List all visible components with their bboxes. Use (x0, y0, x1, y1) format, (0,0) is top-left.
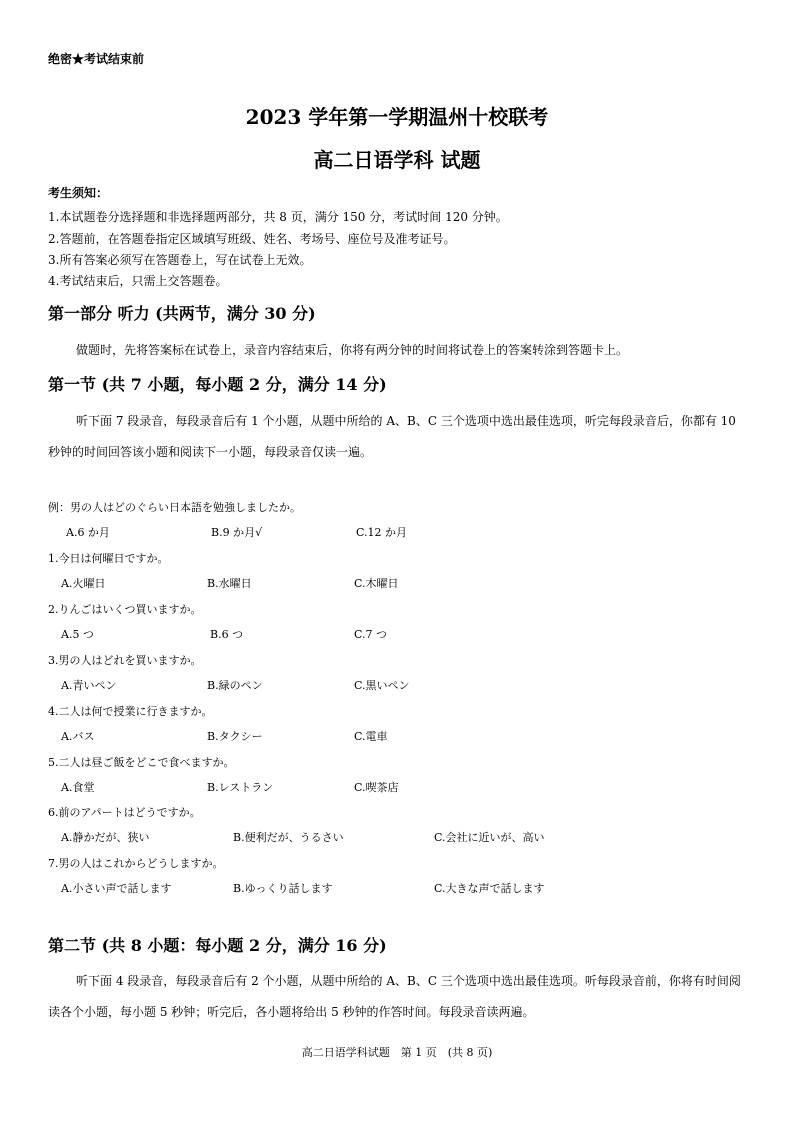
example-option-c: C.12 か月 (356, 526, 408, 539)
option-4b: B.タクシー (207, 730, 263, 743)
option-6b: B.便利だが、うるさい (233, 831, 344, 844)
option-4c: C.電車 (354, 730, 388, 743)
example-question: 例：男の人はどのぐらい日本語を勉強しましたか。 (48, 501, 301, 514)
notice-item: 2.答题前，在答题卷指定区域填写班级、姓名、考场号、座位号及准考证号。 (48, 232, 456, 246)
notice-item: 1.本试题卷分选择题和非选择题两部分，共 8 页，满分 150 分，考试时间 120 分钟。 (48, 210, 508, 224)
section1-instructions: 听下面 7 段录音，每段录音后有 1 个小题，从题中所给的 A、B、C 三个选项中选出最佳选项，听完每段录音后，你都有 10 秒钟的时间回答该小题和阅读下一小题，每段录音仅读一遍。 (48, 414, 736, 459)
option-7a: A.小さい声で話します (61, 882, 172, 895)
option-3b: B.緑のペン (207, 679, 263, 692)
exam-title: 2023 学年第一学期温州十校联考 (245, 105, 549, 129)
option-7b: B.ゆっくり話します (233, 882, 333, 895)
question-6: 6.前のアパートはどうですか。 (48, 806, 201, 819)
notice-item: 4.考试结束后，只需上交答题卷。 (48, 274, 228, 288)
question-7: 7.男の人はこれからどうしますか。 (48, 857, 224, 870)
option-2b: B.6 つ (210, 628, 244, 641)
option-1a: A.火曜日 (61, 577, 106, 590)
part1-intro: 做题时，先将答案标在试卷上，录音内容结束后，你将有两分钟的时间将试卷上的答案转涂到答题卡上。 (76, 343, 629, 357)
option-5b: B.レストラン (207, 781, 274, 794)
question-3: 3.男の人はどれを買いますか。 (48, 654, 202, 667)
option-1c: C.木曜日 (354, 577, 399, 590)
page-footer: 高二日语学科试题 第 1 页 (共 8 页) (301, 1046, 493, 1059)
exam-subtitle: 高二日语学科 试题 (313, 148, 481, 172)
part1-heading: 第一部分 听力 (共两节，满分 30 分) (48, 304, 316, 323)
option-2c: C.7 つ (354, 628, 388, 641)
confidential-label: 绝密★考试结束前 (48, 52, 145, 66)
notice-heading: 考生须知： (48, 186, 109, 200)
section2-heading: 第二节 (共 8 小题：每小题 2 分，满分 16 分) (48, 936, 387, 955)
option-5a: A.食堂 (61, 781, 95, 794)
option-3a: A.青いペン (61, 679, 117, 692)
option-6c: C.会社に近いが、高い (434, 831, 545, 844)
question-4: 4.二人は何で授業に行きますか。 (48, 705, 213, 718)
option-5c: C.喫茶店 (354, 781, 399, 794)
option-2a: A.5 つ (61, 628, 94, 641)
option-7c: C.大きな声で話します (434, 882, 545, 895)
section2-instructions: 听下面 4 段录音，每段录音后有 2 个小题，从题中所给的 A、B、C 三个选项中选出最佳选项。听每段录音前，你将有时间阅读各个小题，每小题 5 秒钟；听完后，各小题将给出 5 秒钟的作答时间。每段录音读两遍。 (48, 974, 741, 1019)
example-option-a: A.6 か月 (66, 526, 110, 539)
option-3c: C.黒いペン (354, 679, 410, 692)
section1-heading: 第一节 (共 7 小题，每小题 2 分，满分 14 分) (48, 375, 387, 394)
question-5: 5.二人は昼ご飯をどこで食べますか。 (48, 756, 235, 769)
question-1: 1.今日は何曜日ですか。 (48, 552, 169, 565)
option-4a: A.バス (61, 730, 95, 743)
question-2: 2.りんごはいくつ買いますか。 (48, 603, 202, 616)
notice-item: 3.所有答案必须写在答题卷上，写在试卷上无效。 (48, 253, 312, 267)
option-6a: A.静かだが、狭い (61, 831, 150, 844)
example-option-b: B.9 か月√ (211, 526, 263, 539)
option-1b: B.水曜日 (207, 577, 252, 590)
